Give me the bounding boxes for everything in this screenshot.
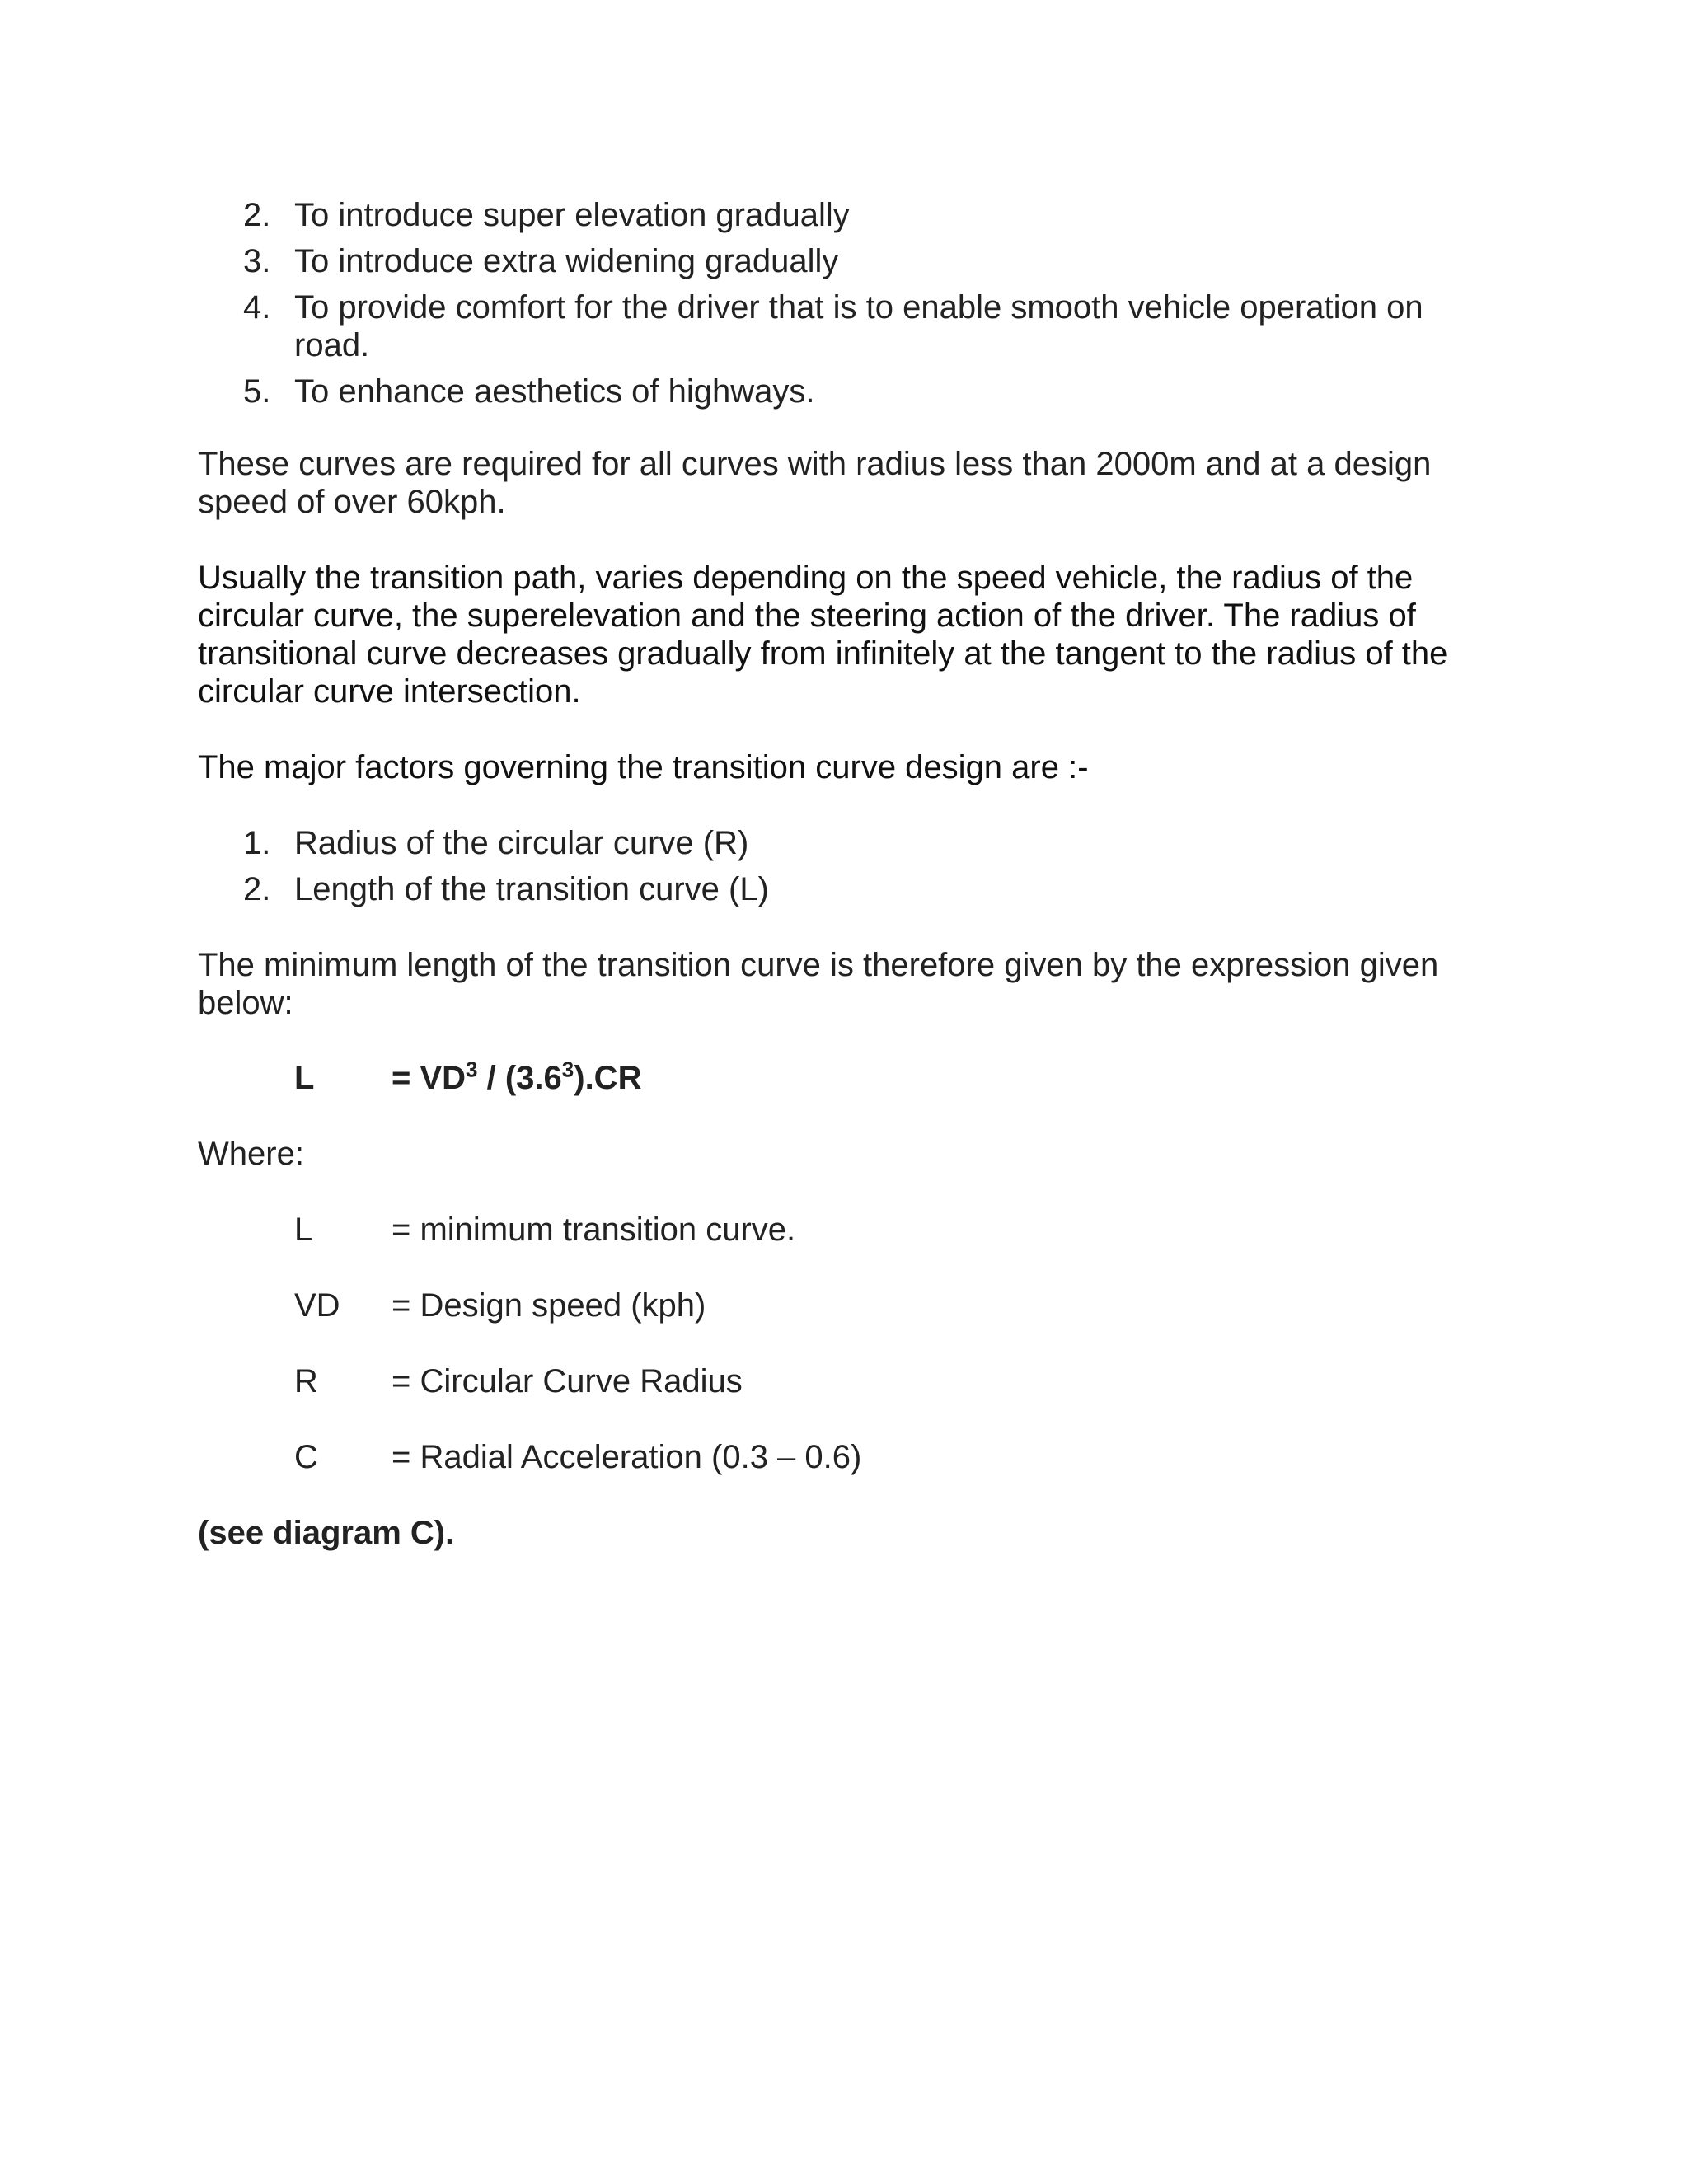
paragraph-line: These curves are required for all curves with radius less than 2000m and at a design [198, 446, 1432, 482]
list-number: 4. [243, 289, 271, 326]
where-label [198, 1135, 1484, 1173]
where-text: Where: [198, 1136, 304, 1172]
list-number: 5. [243, 373, 271, 410]
definition-description: = Radial Acceleration (0.3 – 0.6) [392, 1439, 862, 1475]
list-number: 2. [243, 871, 271, 907]
list-item-text: To provide comfort for the driver that is to enable smooth vehicle operation on [294, 289, 1423, 326]
see-diagram-note [198, 1514, 1484, 1552]
definition-description: = Circular Curve Radius [392, 1363, 743, 1399]
list-item-text: Radius of the circular curve (R) [294, 825, 749, 861]
list-item-text-continued: road. [294, 327, 370, 363]
purpose-list [198, 196, 1467, 419]
definition-description: = minimum transition curve. [392, 1212, 796, 1248]
see-diagram-text: (see diagram C). [198, 1515, 455, 1551]
list-item-text: To introduce super elevation gradually [294, 197, 850, 233]
definition-row [294, 1211, 1283, 1249]
list-item-text: To introduce extra widening gradually [294, 243, 839, 279]
definition-row [294, 1362, 1283, 1400]
formula-part: = VD [392, 1060, 467, 1096]
paragraph-line: The minimum length of the transition curve is therefore given by the expression given [198, 947, 1439, 983]
definition-row [294, 1438, 1283, 1476]
formula-superscript: 3 [466, 1057, 478, 1082]
paragraph-transition-path [198, 559, 1484, 710]
definition-row [294, 1286, 1283, 1324]
list-item-text: To enhance aesthetics of highways. [294, 373, 815, 410]
paragraph-line: The major factors governing the transition curve design are :- [198, 749, 1089, 785]
paragraph-major-factors [198, 748, 1484, 786]
paragraph-line: below: [198, 985, 293, 1021]
list-number: 2. [243, 197, 271, 233]
paragraph-line: circular curve intersection. [198, 673, 581, 710]
paragraph-line: transitional curve decreases gradually from infinitely at the tangent to the radius of the [198, 635, 1448, 672]
list-item [198, 288, 1467, 364]
definition-description: = Design speed (kph) [392, 1287, 706, 1324]
paragraph-line: speed of over 60kph. [198, 484, 506, 520]
paragraph-line: circular curve, the superelevation and the steering action of the driver. The radius of [198, 598, 1416, 634]
list-item [198, 196, 1467, 234]
formula-expression [392, 1059, 641, 1097]
paragraph-required-curves [198, 445, 1484, 521]
paragraph-line: Usually the transition path, varies depending on the speed vehicle, the radius of the [198, 560, 1414, 596]
definition-symbol: R [294, 1363, 318, 1399]
formula-part: / (3.6 [477, 1060, 562, 1096]
formula-part: ).CR [574, 1060, 642, 1096]
paragraph-minimum-length [198, 946, 1484, 1022]
list-item [198, 870, 1467, 908]
definition-symbol: C [294, 1439, 318, 1475]
definition-symbol: VD [294, 1287, 340, 1324]
definition-symbol: L [294, 1212, 313, 1248]
list-item [198, 373, 1467, 410]
list-item [198, 824, 1467, 862]
formula-superscript: 3 [561, 1057, 574, 1082]
list-number: 1. [243, 825, 271, 861]
list-number: 3. [243, 243, 271, 279]
list-item-text: Length of the transition curve (L) [294, 871, 769, 907]
list-item [198, 242, 1467, 280]
formula-symbol: L [294, 1060, 315, 1096]
factors-list [198, 824, 1467, 916]
